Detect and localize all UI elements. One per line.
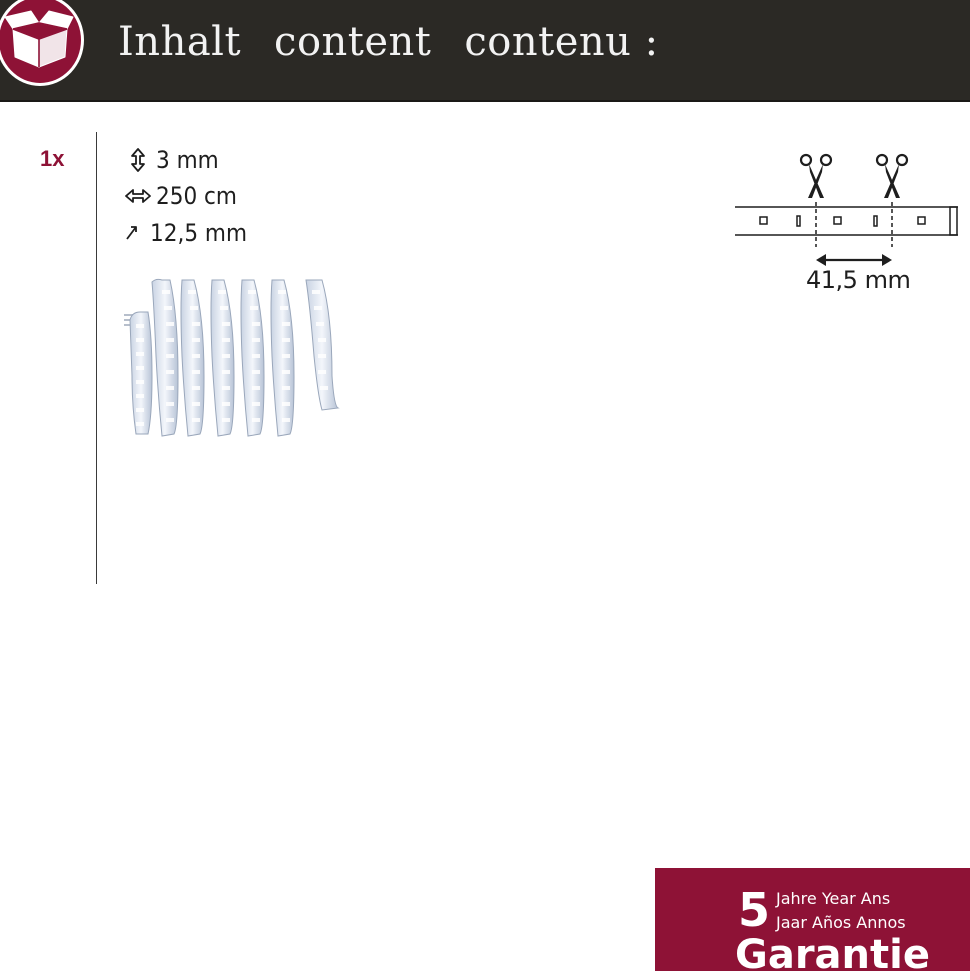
strip-segment <box>735 207 958 235</box>
spec-length <box>124 179 237 213</box>
led-strip-image <box>122 276 344 441</box>
page-title <box>118 16 659 68</box>
cutting-diagram <box>730 150 965 268</box>
package-box-icon <box>5 9 75 71</box>
package-badge <box>0 0 84 86</box>
title-word-en: content <box>274 19 432 65</box>
spec-width-value: 12,5 mm <box>150 219 247 247</box>
divider-line <box>96 132 97 584</box>
interval-arrow <box>816 254 892 266</box>
horizontal-double-arrow-icon <box>124 182 152 210</box>
spec-height-value: 3 mm <box>156 146 219 174</box>
title-word-de: Inhalt <box>118 19 242 65</box>
title-word-fr: contenu : <box>464 19 659 65</box>
scissors-icon <box>877 155 907 198</box>
diagonal-arrow-icon <box>124 219 146 247</box>
guarantee-years-label-1: Jahre Year Ans <box>776 889 891 908</box>
guarantee-years-label-2: Jaar Años Annos <box>776 913 906 932</box>
header-bar <box>0 0 970 102</box>
spec-length-value: 250 cm <box>156 182 237 210</box>
cut-interval-label: 41,5 mm <box>806 266 911 294</box>
spec-height <box>124 143 219 177</box>
scissors-icon <box>801 155 831 198</box>
guarantee-years: 5 <box>738 883 771 937</box>
vertical-double-arrow-icon <box>124 146 152 174</box>
spec-width <box>124 216 247 250</box>
item-quantity: 1x <box>40 146 65 171</box>
guarantee-word: Garantie <box>735 932 930 978</box>
